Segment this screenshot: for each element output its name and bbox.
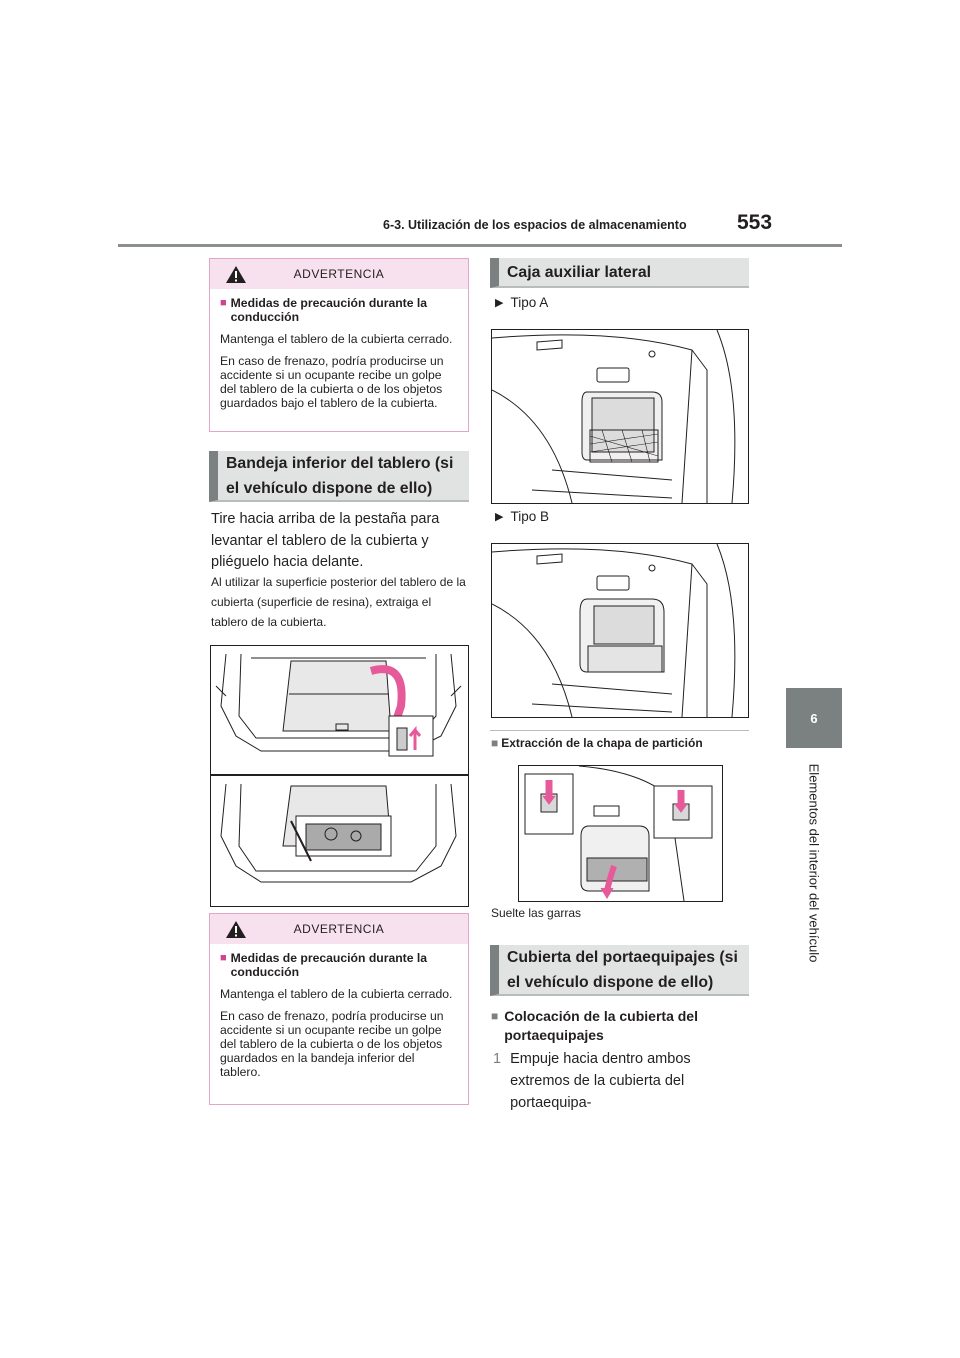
side-box-type-a-illustration	[491, 329, 749, 504]
step-number: 1	[493, 1051, 502, 1067]
section-heading-cubierta: Cubierta del portaequipajes (si el vehículo dispone de ello)	[490, 945, 749, 996]
step-text: Empuje hacia dentro ambos extremos de la cubierta del portaequipa-	[510, 1051, 691, 1111]
header-section-title: 6-3. Utilización de los espacios de almacenamiento	[383, 218, 687, 232]
subhead-colocacion: ■ Colocación de la cubierta del portaequipajes	[491, 1008, 698, 1043]
square-bullet-icon: ■	[491, 736, 499, 750]
warning-paragraph-1: Mantenga el tablero de la cubierta cerrado.	[220, 987, 453, 1001]
square-bullet-icon: ■	[220, 297, 227, 309]
instruction-text: Tire hacia arriba de la pestaña para levantar el tablero de la cubierta y pliéguelo hacia delante.	[211, 511, 440, 570]
section-heading-caja: Caja auxiliar lateral	[490, 258, 749, 288]
step-1	[493, 1048, 749, 1114]
square-bullet-icon: ■	[220, 952, 227, 964]
warning-title: Medidas de precaución durante la conducción	[230, 951, 428, 979]
divider	[490, 730, 749, 731]
square-bullet-icon: ■	[491, 1009, 499, 1023]
warning-triangle-icon	[225, 920, 247, 939]
triangle-bullet-icon: ▶	[495, 511, 504, 523]
trunk-floor-illustration	[210, 645, 469, 907]
partition-removal-illustration	[518, 765, 723, 902]
type-b-label: ▶ Tipo B	[495, 509, 549, 524]
note-text: Al utilizar la superficie posterior del tablero de la cubierta (superficie de resina), extraiga el tablero de la cubierta.	[211, 575, 466, 629]
chapter-tab: 6	[786, 688, 842, 748]
warning-label: ADVERTENCIA	[293, 922, 385, 936]
warning-paragraph-2: En caso de frenazo, podría producirse un accidente si un ocupante recibe un golpe del tablero de la cubierta o de los objetos guardados bajo el tablero de la cubierta.	[220, 354, 444, 410]
chapter-title-vertical: Elementos del interior del vehículo	[806, 763, 822, 963]
triangle-bullet-icon: ▶	[495, 297, 504, 309]
warning-triangle-icon	[225, 265, 247, 284]
subhead-partition: ■ Extracción de la chapa de partición	[491, 736, 703, 750]
warning-label: ADVERTENCIA	[293, 267, 385, 281]
type-a-label: ▶ Tipo A	[495, 295, 549, 310]
figure-caption: Suelte las garras	[491, 906, 582, 920]
header-rule	[118, 244, 842, 247]
warning-box-1	[209, 258, 469, 432]
warning-header	[210, 259, 468, 289]
side-box-type-b-illustration	[491, 543, 749, 718]
warning-paragraph-1: Mantenga el tablero de la cubierta cerrado.	[220, 332, 453, 346]
page-number: 553	[737, 211, 773, 234]
warning-paragraph-2: En caso de frenazo, podría producirse un accidente si un ocupante recibe un golpe del tablero de la cubierta o de los objetos guardados en la bandeja inferior del tablero.	[220, 1009, 444, 1079]
warning-title: Medidas de precaución durante la conducción	[230, 296, 428, 324]
warning-box-2	[209, 913, 469, 1105]
section-heading-bandeja: Bandeja inferior del tablero (si el vehículo dispone de ello)	[209, 451, 469, 502]
warning-header	[210, 914, 468, 944]
